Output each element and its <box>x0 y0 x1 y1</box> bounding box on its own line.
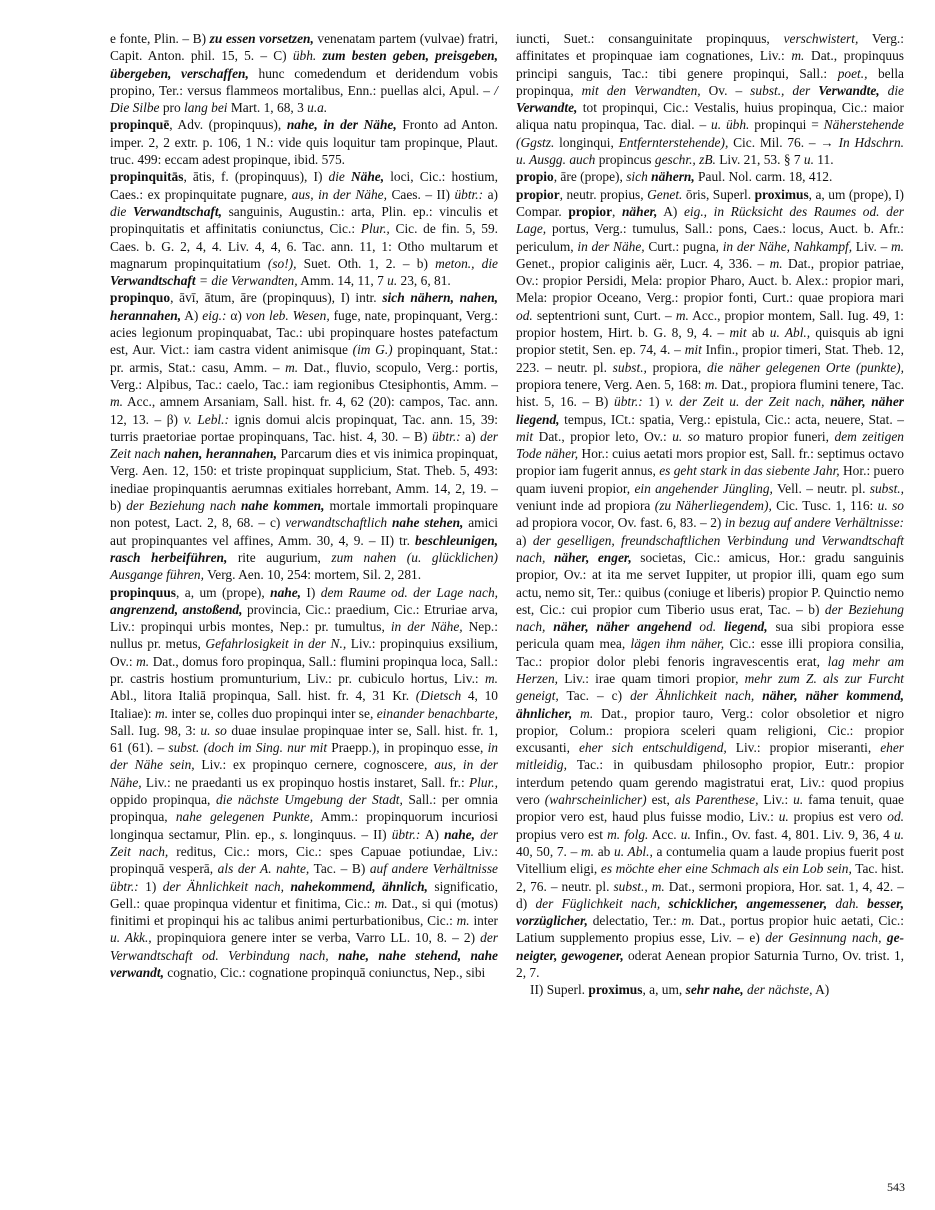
entry-propinquo: propinquo, āvī, ātum, āre (propinquus), I) intr. sich nähern, nahen, herannahen, A) eig.: α) von leb. Wesen, fuge, nate, propinquant, Verg.: acies legionum propinquabat, Tac.: ubi propinquare hostes patefactum est, Aur. Vict.: iam castra vident animisque (im G.) propinquant, Stat.: pr. armis, Stat.: casu, Amm. – m. Dat., fluvio, scopulo, Verg.: portis, Verg.: Alpibus, Tac.: caelo, Tac.: iam regionibus Ctesiphontis, Amm. – m. Acc., amnem Arsaniam, Sall. hist. fr. 4, 62 (20): campos, Tac. ann. 12, 13. – β) v. Lebl.: ignis domui alcis propinquat, Tac. ann. 15, 39: turris praetoriae portae propinquans, Tac. hist. 4, 30. – B) übtr.: a) der Zeit nach nahen, herannahen, Parcarum dies et vis inimica propinquat, Verg. Aen. 12, 150: et triste propinquat supplicium, Stat. Theb. 5, 493: inediae propinquantis aerumnas exitiales horrebant, Amm. 14, 2, 19. – b) der Beziehung nach nahe kommen, mortale immortali propinquare non potest, Lact. 2, 8, 68. – c) verwandtschaftlich nahe stehen, amici aut propinquantes vel affines, Amm. 30, 4, 9. – II) tr. beschleunigen, rasch herbeiführen, rite augurium, zum nahen (u. glücklichen) Ausgange führen, Verg. Aen. 10, 254: mortem, Sil. 2, 281. <box>110 290 499 583</box>
entry-propior: propior, neutr. propius, Genet. ōris, Superl. proximus, a, um (prope), I) Compar. propior, näher, A) eig., in Rücksicht des Raumes od. der Lage, portus, Verg.: tumulus, Sall.: pons, Caes.: locus, Auct. b. Afr.: periculum, in der Nähe, Curt.: pugna, in der Nähe, Nahkampf, Liv. – m. Genet., propior caliginis aër, Lucr. 4, 336. – m. Dat., propior patriae, Ov.: propior Persidi, Mela: propior Pharo, Auct. b. Alex.: propior mari, Mela: propior Oceano, Verg.: propior fonti, Curt.: quae propiora mari od. septentrioni sunt, Curt. – m. Acc., propior montem, Sall. Iug. 49, 1: propior hostem, Hirt. b. G. 8, 9, 4. – mit ab u. Abl., quisquis ab igni propior stetit, Sen. ep. 74, 4. – mit Infin., propior timeri, Stat. Theb. 12, 223. – neutr. pl. subst., propiora, die näher gelegenen Orte (punkte), propiora tenere, Verg. Aen. 5, 168: m. Dat., propiora flumini tenere, Tac. hist. 5, 16. – B) übtr.: 1) v. der Zeit u. der Zeit nach, näher, näher liegend, tempus, ICt.: spatia, Verg.: epistula, Cic.: acta, neuere, Stat. – mit Dat., propior leto, Ov.: u. so maturo propior funeri, dem zeitigen Tode näher, Hor.: cuius aetati mors propior est, Sall. fr.: septimus octavo propior iam fugerit annus, es geht stark in das siebente Jahr, Hor.: puero quam iuveni propior, ein angehender Jüngling, Vell. – neutr. pl. subst., veniunt inde ad propiora (zu Näherliegendem), Cic. Tusc. 1, 116: u. so ad propiora vocor, Ov. fast. 6, 83. – 2) in bezug auf andere Verhältnisse: a) der geselligen, freundschaftlichen Verbindung und Verwandtschaft nach, näher, enger, societas, Cic.: amicus, Hor.: gradu sanguinis propior, Ov.: at ita me servet Iuppiter, ut propior illi, quam ego sum actu, nemo sit, Ter.: quibus (coniuge et liberis) propior P. Quinctio nemo est, Cic.: cui propior cum Tiberio usus erat, Tac. – b) der Beziehung nach, näher, näher angehend od. liegend, sua sibi propiora esse pericula quam mea, lägen ihm näher, Cic.: esse illi propiora consilia, Tac.: propior dolor plebi fenoris ingravescentis erat, lag mehr am Herzen, Liv.: irae quam timori propior, mehr zum Z. als zur Furcht geneigt, Tac. – c) der Ähnlichkeit nach, näher, näher kommend, ähnlicher, m. Dat., propior tauro, Verg.: color obsoletior et nigro propior, Colum.: propiora sceleri quam religioni, Cic.: propior excusanti, eher sich entschuldigend, Liv.: propior miseranti, eher mitleidig, Tac.: in quibusdam philosopho propior, Eutr.: propior interdum petendo quam gerendo magistratui erat, Liv.: quod propius vero (wahrscheinlicher) est, als Parenthese, Liv.: u. fama tenuit, quae propior vero est, haud plus fuisse modio, Liv.: u. propius est vero od. propius vero est m. folg. Acc. u. Infin., Ov. fast. 4, 801. Liv. 9, 36, 4 u. 40, 50, 7. – m. ab u. Abl., a contumelia quam a laude propius fuerit post Vitellium eligi, es möchte eher eine Schmach als ein Lob sein, Tac. hist. 2, 76. – neutr. pl. subst., m. Dat., sermoni propiora, Hor. sat. 1, 4, 42. – d) der Füglichkeit nach, schicklicher, angemessener, dah. besser, vorzüglicher, delectatio, Ter.: m. Dat., portus propior huic aetati, Cic.: Latium supplemento propius esse, Liv. – e) der Gesinnung nach, geneigter, gewogener, oderat Aenean propior Saturnia Turno, Ov. trist. 1, 2, 7. <box>516 186 905 981</box>
page-number: 543 <box>887 1180 905 1194</box>
entry-propinque: propinquē, Adv. (propinquus), nahe, in der Nähe, Fronto ad Anton. imper. 2, 2 extr. p. 106, 1 N.: vide quis loquitur tam propinque, Plaut. truc. 499: eccam adest propinque, ibid. 575. <box>110 117 499 168</box>
entry-propinquus: propinquus, a, um (prope), nahe, I) dem Raume od. der Lage nach, angrenzend, anstoßend, provincia, Cic.: praedium, Cic.: Etruriae arva, Liv.: propinqui urbis montes, Nep.: pr. tumultus, in der Nähe, Nep.: nullus pr. metus, Gefahrlosigkeit in der N., Liv.: propinquius exsilium, Ov.: m. Dat., domus foro propinqua, Sall.: flumini propinqua loca, Sall.: pr. castris hostium promunturium, Liv.: pr. cubiculo hortus, Liv.: m. Abl., litora Italiā propinqua, Sall. hist. fr. 4, 31 Kr. (Dietsch 4, 10 Italiae): m. inter se, colles duo propinqui inter se, einander benachbarte, Sall. Iug. 98, 3: u. so duae insulae propinquae inter se, Sall. hist. fr. 1, 61 (61). – subst. (doch im Sing. nur mit Praepp.), in propinquo esse, in der Nähe sein, Liv.: ex propinquo cernere, cognoscere, aus, in der Nähe, Liv.: ne praedanti us ex propinquo hostis instaret, Sall. fr.: Plur., oppido propinqua, die nächste Umgebung der Stadt, Sall.: per omnia propinqua, nahe gelegenen Punkte, Amm.: propinquorum incuriosi longinqua sectamur, Plin. ep., s. longinquus. – II) übtr.: A) nahe, der Zeit nach, reditus, Cic.: mors, Cic.: spes Capuae potiundae, Liv.: propinquā vesperā, als der A. nahte, Tac. – B) auf andere Verhältnisse übtr.: 1) der Ähnlichkeit nach, nahekommend, ähnlich, significatio, Gell.: quae propinqua videntur et finitima, Cic.: m. Dat., si qui (motus) finitimi et propinqui his ac talibus animi perturbationibus, Cic.: m. inter u. Akk., propinquiora genere inter se verba, Varro LL. 10, 8. – 2) der Verwandtschaft od. Verbindung nach, nahe, nahe stehend, nahe verwandt, cognatio, Cic.: cognatione propinquā coniunctus, Nep., sibi <box>110 584 499 981</box>
entry-propio: propio, āre (prope), sich nähern, Paul. Nol. carm. 18, 412. <box>516 169 833 185</box>
entry-propinquus-continuation: iuncti, Suet.: consanguinitate propinquus, verschwistert, Verg.: affinitates et propinquae iam cognationes, Liv.: m. Dat., propinquus principi sanguis, Tac.: tibi genere propinqui, Sall.: poet., bella propinqua, mit den Verwandten, Ov. – subst., der Verwandte, die Verwandte, tot propinqui, Cic.: Vestalis, huius propinqua, Cic.: maior aliqua natu propinqua, Tac. dial. – u. übh. propinqui = Näherstehende (Ggstz. longinqui, Entfernterstehende), Cic. Mil. 76. – → In Hdschrn. u. Ausgg. auch propincus geschr., zB. Liv. 21, 53. § 7 u. 11. <box>516 31 905 168</box>
right-column <box>516 30 904 999</box>
left-column <box>110 30 498 981</box>
entry-proximus-start: II) Superl. proximus, a, um, sehr nahe, der nächste, A) <box>530 982 830 998</box>
entry-propinquitas: propinquitās, ātis, f. (propinquus), I) die Nähe, loci, Cic.: hostium, Caes.: ex propinquitate pugnare, aus, in der Nähe, Caes. – II) übtr.: a) die Verwandtschaft, sanguinis, Augustin.: arta, Plin. ep.: vinculis et propinquitatis et affinitatis coniunctus, Cic.: Plur., Cic. de fin. 5, 59. Caes. b. G. 2, 4, 4. Liv. 4, 4, 6. Tac. ann. 11, 1: Otho multarum et magnarum propinquitatium (so!), Suet. Oth. 1, 2. – b) meton., die Verwandtschaft = die Verwandten, Amm. 14, 11, 7 u. 23, 6, 81. <box>110 169 498 289</box>
entry-continuation: e fonte, Plin. – B) zu essen vorsetzen, venenatam partem (vulvae) fratri, Capit. Anton. phil. 15, 5. – C) übh. zum besten geben, preisgeben, übergeben, verschaffen, hunc comedendum et deridendum vobis propino, Ter.: versus flammeos mortalibus, Enn.: puellas alci, Apul. – / Die Silbe pro lang bei Mart. 1, 68, 3 u.a. <box>110 31 499 116</box>
